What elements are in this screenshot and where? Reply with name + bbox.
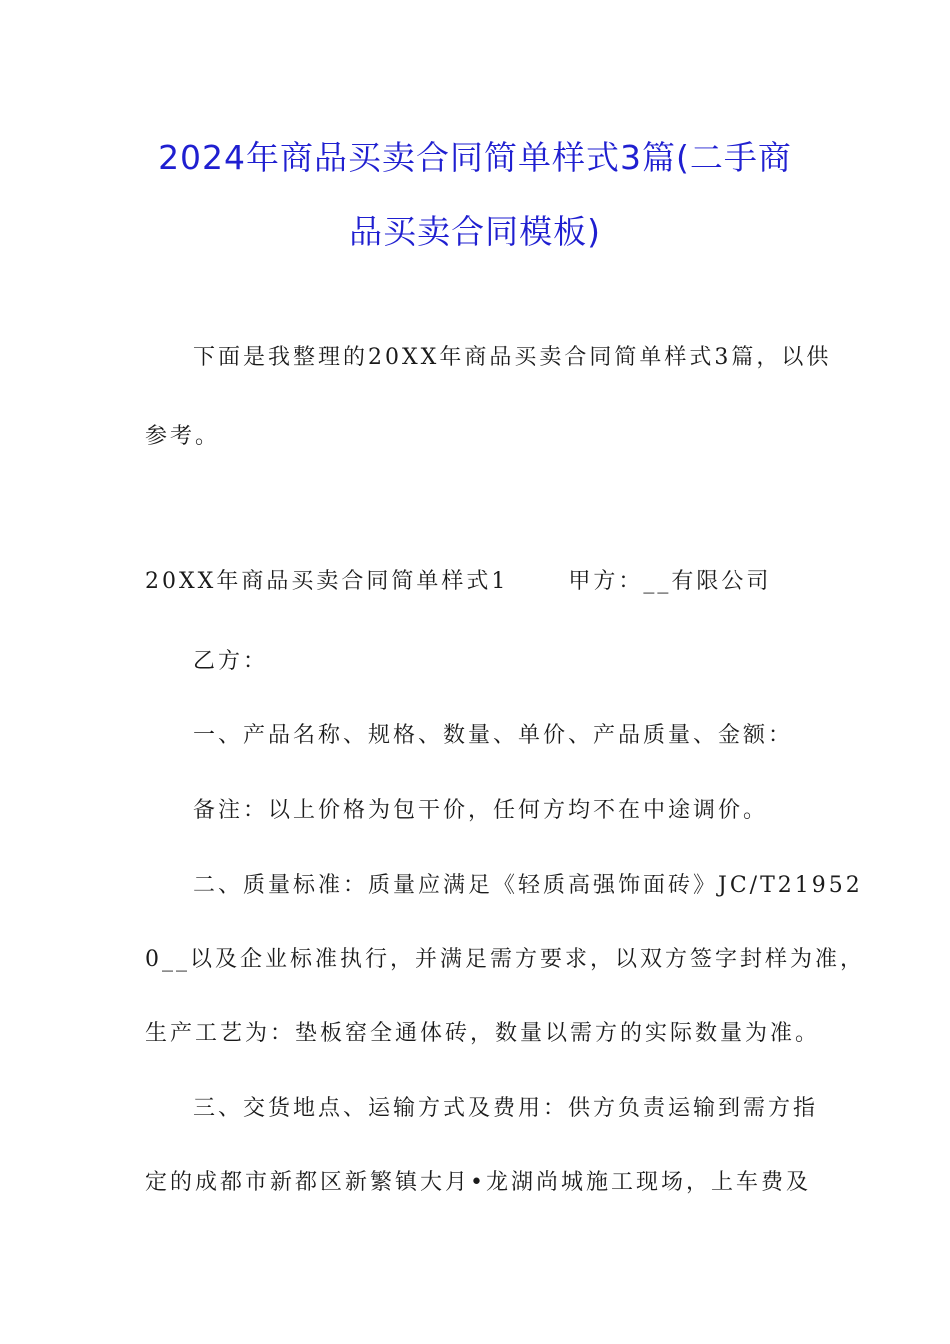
clause-2-line-3: 生产工艺为：垫板窑全通体砖，数量以需方的实际数量为准。 (145, 1021, 821, 1046)
clause-1: 一、产品名称、规格、数量、单价、产品质量、金额： (193, 723, 794, 748)
intro-paragraph-line-1: 下面是我整理的20XX年商品买卖合同简单样式3篇，以供 (193, 345, 832, 370)
document-title-line-2: 品买卖合同模板) (349, 212, 601, 251)
intro-paragraph-line-2: 参考。 (145, 424, 221, 449)
section-heading-row (145, 567, 771, 597)
party-b: 乙方： (193, 649, 269, 674)
party-a: 甲方：__有限公司 (568, 569, 772, 594)
clause-2-line-1: 二、质量标准：质量应满足《轻质高强饰面砖》JC/T21952 (193, 873, 863, 898)
clause-3-line-1: 三、交货地点、运输方式及费用：供方负责运输到需方指 (193, 1096, 819, 1121)
clause-2-line-2: 0__以及企业标准执行，并满足需方要求，以双方签字封样为准， (145, 947, 865, 972)
clause-3-line-2: 定的成都市新都区新繁镇大月•龙湖尚城施工现场，上车费及 (145, 1170, 811, 1195)
section-heading: 20XX年商品买卖合同简单样式1 (145, 569, 509, 594)
document-title-line-1: 2024年商品买卖合同简单样式3篇(二手商 (158, 138, 792, 177)
price-note: 备注：以上价格为包干价，任何方均不在中途调价。 (193, 798, 769, 823)
